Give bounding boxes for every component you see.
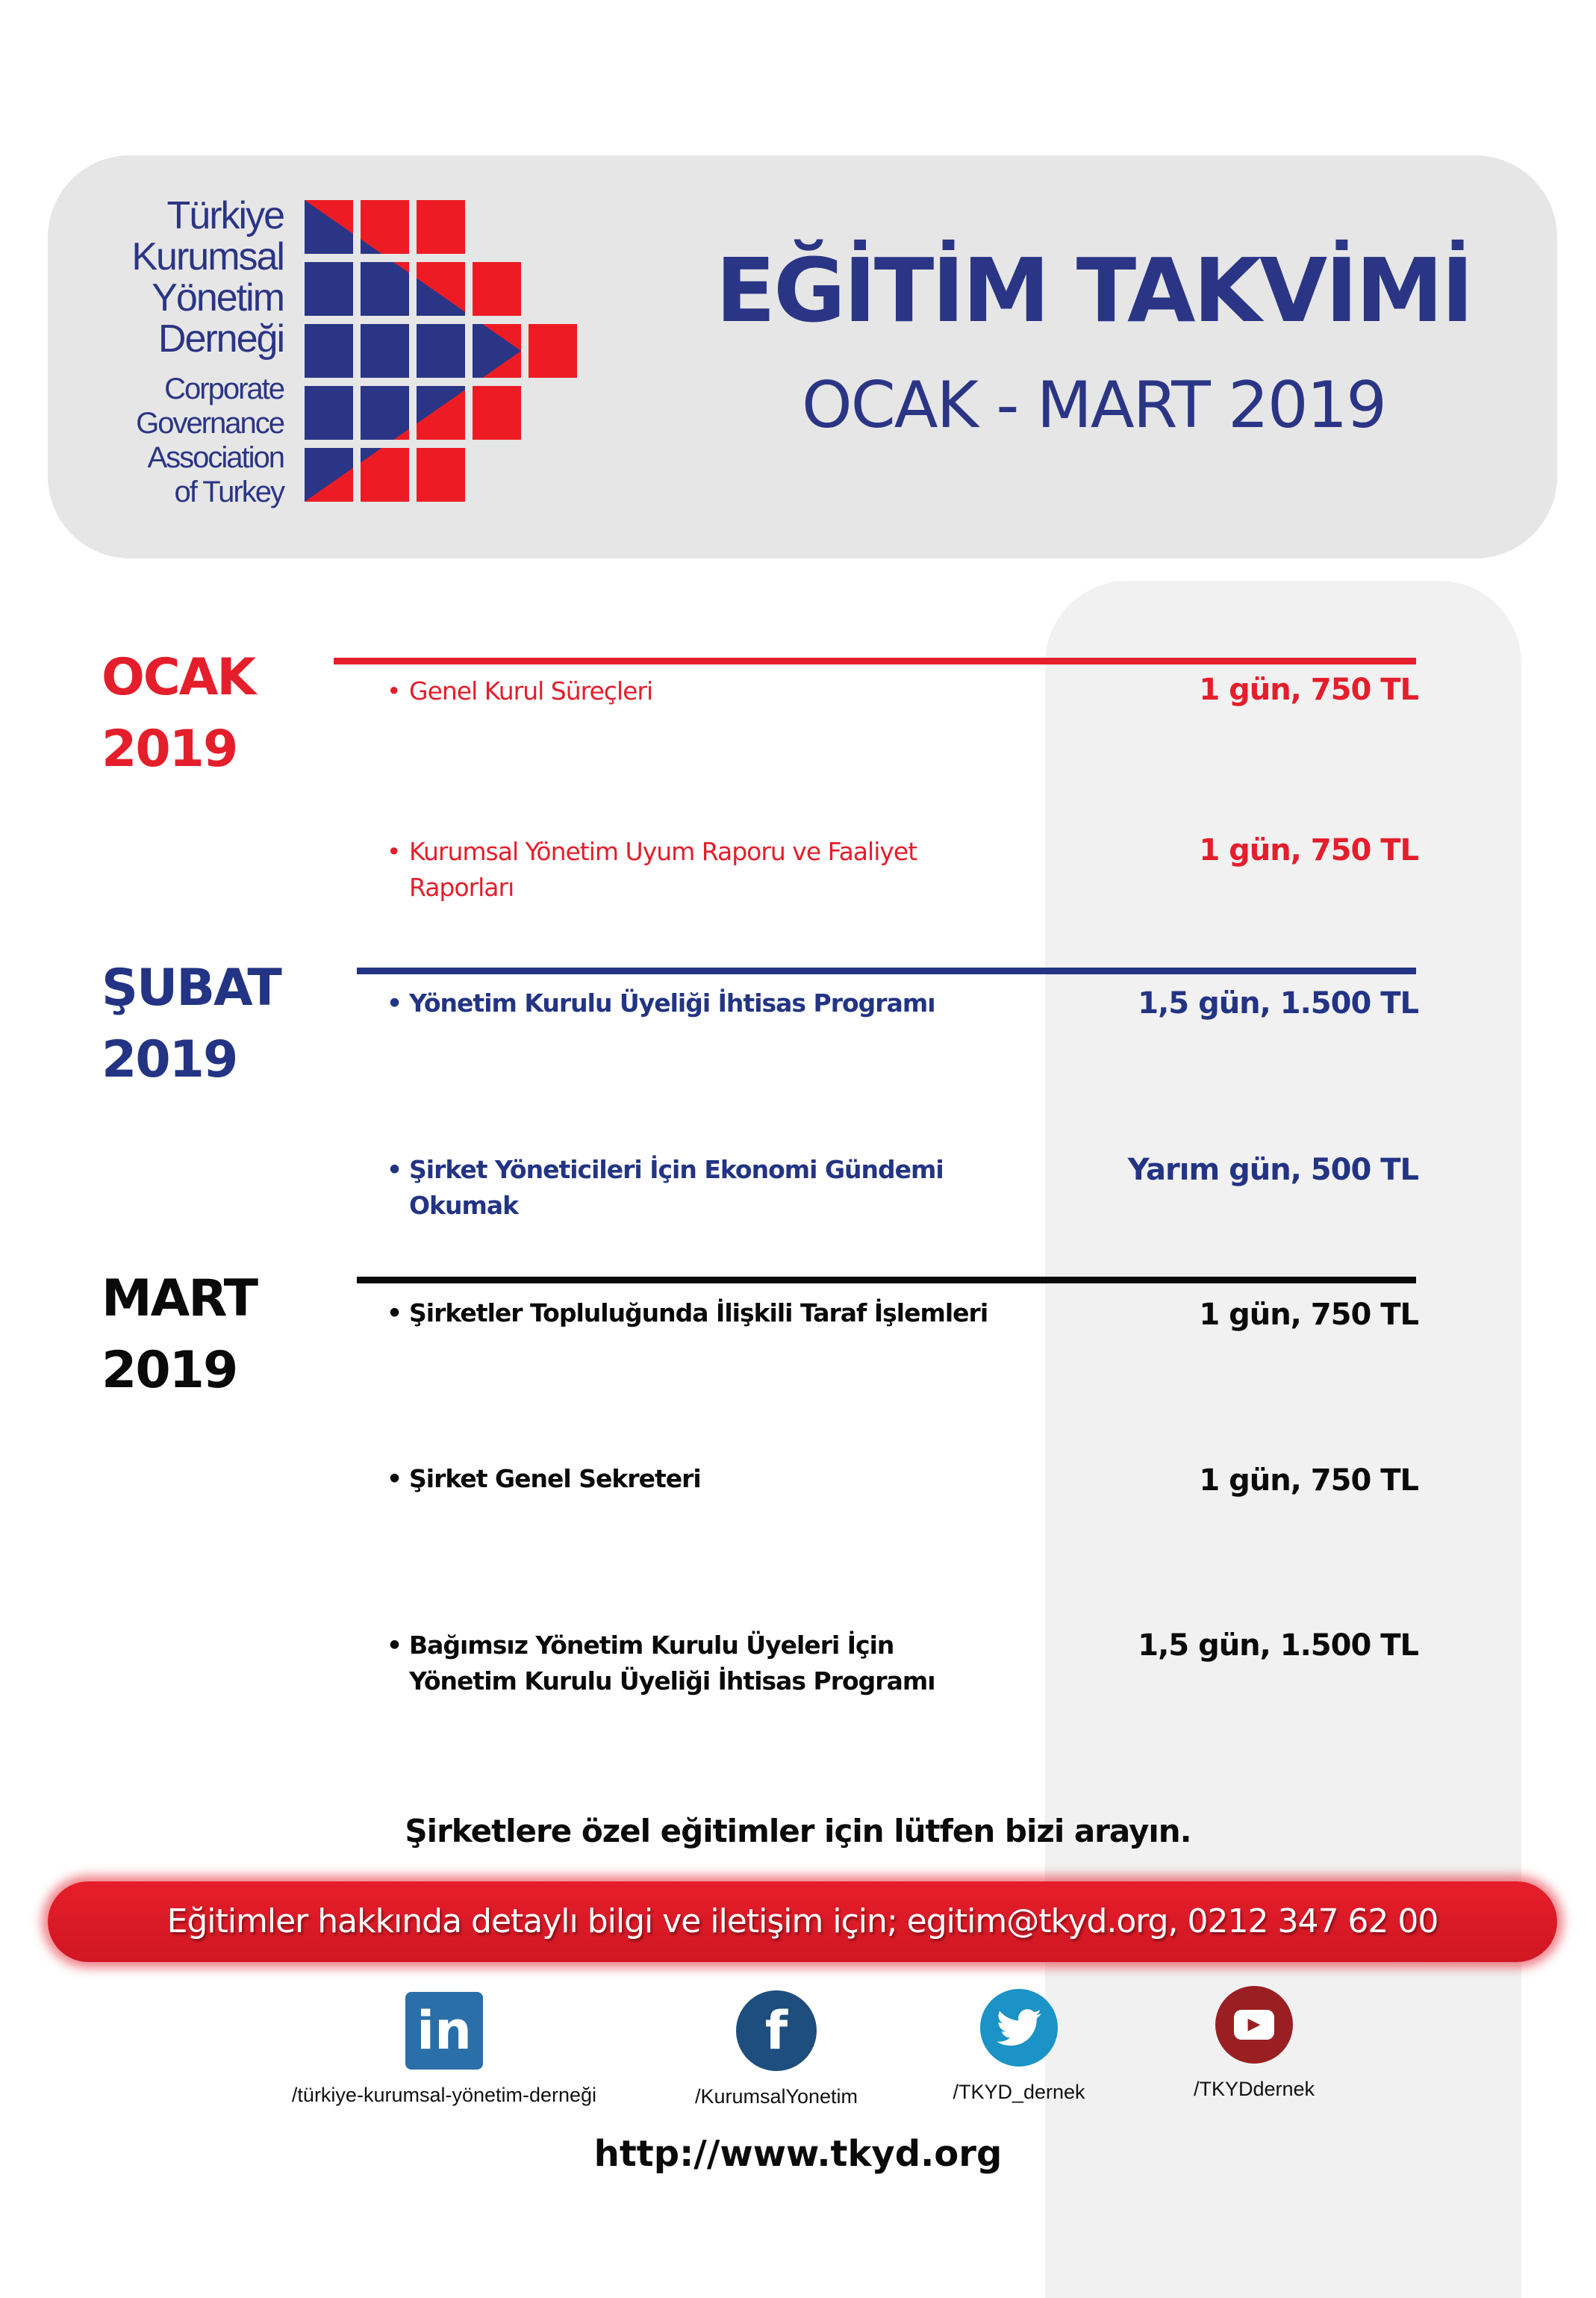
bullet-icon: • (387, 1298, 402, 1327)
logo-blue-triangle (305, 200, 521, 502)
social-facebook[interactable] (672, 1990, 881, 2108)
training-price: 1 gün, 750 TL (1199, 673, 1418, 707)
training-title: Yönetim Kurulu Üyeliği İhtisas Programı (409, 988, 935, 1018)
month-divider-subat (357, 968, 1416, 974)
linkedin-icon[interactable]: in (405, 1992, 483, 2070)
training-item (387, 1295, 999, 1331)
bullet-icon: • (387, 676, 401, 706)
contact-info-text[interactable]: Eğitimler hakkında detaylı bilgi ve iletişim için; egitim@tkyd.org, 0212 347 62 00 (166, 1902, 1438, 1940)
month-year: 2019 (102, 720, 237, 779)
training-price: 1,5 gün, 1.500 TL (1138, 986, 1418, 1021)
training-title: Şirketler Topluluğunda İlişkili Taraf İşlemleri (409, 1298, 988, 1327)
month-name: OCAK (102, 648, 255, 707)
training-item (387, 1628, 999, 1699)
twitter-icon[interactable] (980, 1989, 1058, 2067)
training-price: 1,5 gün, 1.500 TL (1138, 1628, 1418, 1663)
bullet-icon: • (387, 837, 401, 866)
logo-line: of Turkey (174, 476, 284, 508)
bullet-icon: • (387, 988, 402, 1018)
call-to-action-text: Şirketlere özel eğitimler için lütfen bizi arayın. (405, 1813, 1191, 1849)
logo-line: Türkiye (166, 194, 284, 237)
page-subtitle: OCAK - MART 2019 (802, 368, 1385, 443)
page-title: EĞİTİM TAKVİMİ (715, 239, 1472, 342)
training-item (387, 985, 999, 1021)
logo-line: Association (147, 441, 284, 474)
training-price: 1 gün, 750 TL (1199, 833, 1418, 868)
training-item (387, 1152, 999, 1224)
month-heading-subat (102, 953, 325, 1096)
training-price: 1 gün, 750 TL (1199, 1298, 1418, 1332)
social-handle[interactable]: /TKYD_dernek (953, 2081, 1085, 2103)
training-item (387, 673, 999, 709)
twitter-bird-icon (997, 2009, 1041, 2046)
youtube-icon[interactable] (1215, 1986, 1293, 2064)
social-youtube[interactable] (1157, 1986, 1351, 2101)
training-price: Yarım gün, 500 TL (1127, 1153, 1418, 1187)
logo-text-english (90, 372, 284, 509)
training-item (387, 834, 999, 906)
tkyd-logo-mark (305, 200, 581, 514)
social-handle[interactable]: /TKYDdernek (1193, 2078, 1315, 2100)
bullet-icon: • (387, 1155, 402, 1184)
logo-line: Kurumsal (131, 235, 284, 278)
month-name: ŞUBAT (102, 959, 281, 1018)
social-handle[interactable]: /türkiye-kurumsal-yönetim-derneği (291, 2084, 597, 2106)
month-name: MART (102, 1269, 257, 1328)
training-title: Genel Kurul Süreçleri (409, 676, 653, 706)
youtube-play-icon: ▶ (1234, 2010, 1274, 2040)
website-link[interactable]: http://www.tkyd.org (593, 2133, 1003, 2175)
month-divider-ocak (334, 658, 1416, 664)
bullet-icon: • (387, 1631, 402, 1660)
bullet-icon: • (387, 1464, 402, 1493)
month-divider-mart (357, 1277, 1416, 1283)
logo-line: Derneği (158, 317, 284, 361)
social-handle[interactable]: /KurumsalYonetim (694, 2085, 858, 2108)
training-price: 1 gün, 750 TL (1199, 1463, 1418, 1498)
month-heading-ocak (102, 642, 325, 785)
training-title: Şirket Genel Sekreteri (409, 1464, 701, 1493)
social-twitter[interactable] (918, 1989, 1120, 2104)
month-year: 2019 (102, 1341, 237, 1400)
month-year: 2019 (102, 1030, 237, 1089)
month-heading-mart (102, 1263, 325, 1407)
social-linkedin[interactable] (250, 1992, 638, 2107)
facebook-icon[interactable]: f (736, 1990, 817, 2071)
logo-text-turkish (90, 196, 284, 360)
logo-line: Yönetim (152, 276, 284, 320)
training-item (387, 1461, 999, 1497)
logo-line: Corporate (164, 373, 284, 405)
training-title: Şirket Yöneticileri İçin Ekonomi Gündemi Okumak (409, 1155, 944, 1220)
training-title: Bağımsız Yönetim Kurulu Üyeleri İçin Yönetim Kurulu Üyeliği İhtisas Programı (409, 1631, 935, 1696)
logo-line: Governance (136, 407, 284, 440)
training-title: Kurumsal Yönetim Uyum Raporu ve Faaliyet Raporları (409, 837, 917, 902)
